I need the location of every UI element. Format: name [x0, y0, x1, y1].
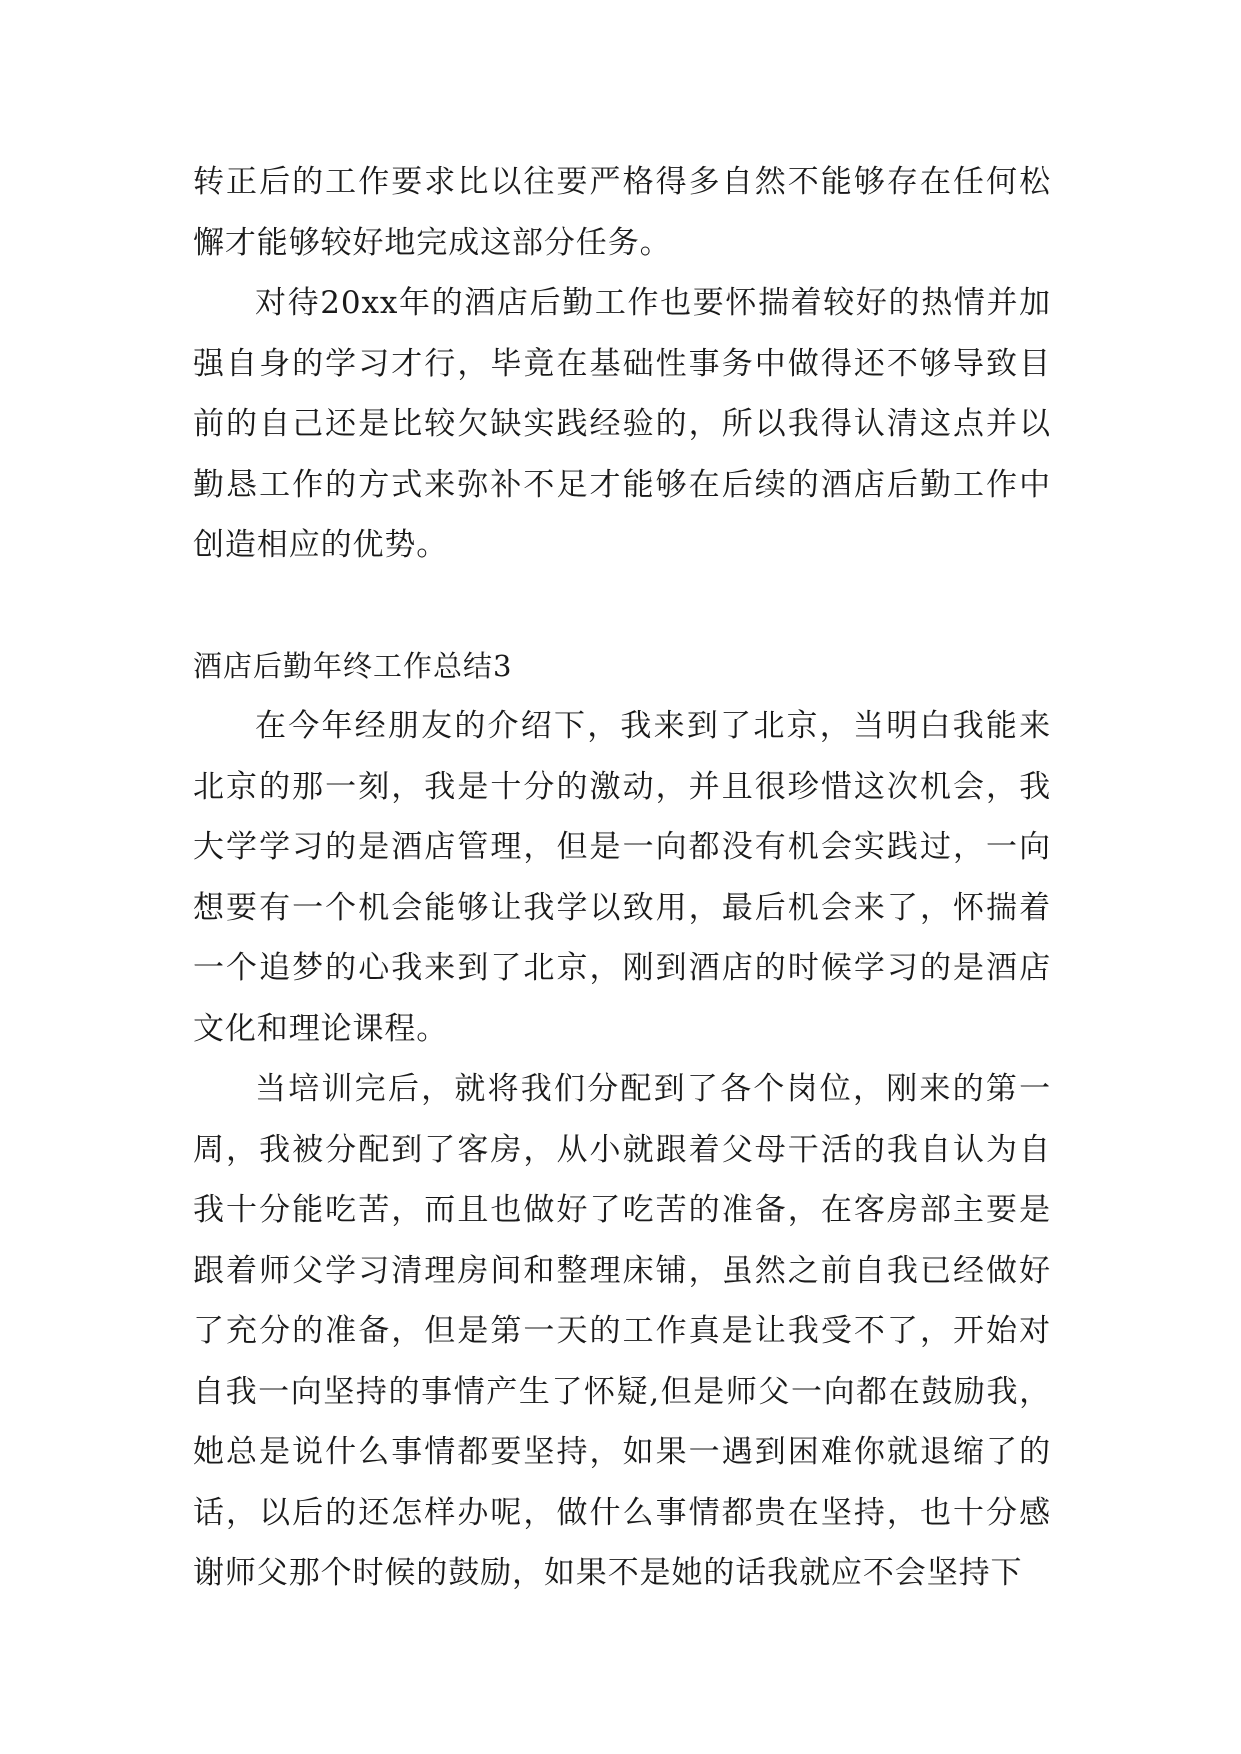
paragraph-2: 对待20xx年的酒店后勤工作也要怀揣着较好的热情并加强自身的学习才行，毕竟在基础性事务中做得还不够导致目前的自己还是比较欠缺实践经验的，所以我得认清这点并以勤恳工作的方式来弥补不足才能够在后续的酒店后勤工作中创造相应的优势。: [193, 285, 1051, 563]
section-heading: 酒店后勤年终工作总结3: [193, 648, 513, 683]
paragraph-4: 当培训完后，就将我们分配到了各个岗位，刚来的第一周，我被分配到了客房，从小就跟着父母干活的我自认为自我十分能吃苦，而且也做好了吃苦的准备，在客房部主要是跟着师父学习清理房间和整理床铺，虽然之前自我已经做好了充分的准备，但是第一天的工作真是让我受不了，开始对自我一向坚持的事情产生了怀疑,但是师父一向都在鼓励我，她总是说什么事情都要坚持，如果一遇到困难你就退缩了的话，以后的还怎样办呢，做什么事情都贵在坚持，也十分感谢师父那个时候的鼓励，如果不是她的话我就应不会坚持下: [193, 1071, 1051, 1591]
paragraph-1: 转正后的工作要求比以往要严格得多自然不能够存在任何松懈才能够较好地完成这部分任务。: [193, 164, 1051, 261]
paragraph-3: 在今年经朋友的介绍下，我来到了北京，当明白我能来北京的那一刻，我是十分的激动，并且很珍惜这次机会，我大学学习的是酒店管理，但是一向都没有机会实践过，一向想要有一个机会能够让我学以致用，最后机会来了，怀揣着一个追梦的心我来到了北京，刚到酒店的时候学习的是酒店文化和理论课程。: [193, 708, 1051, 1047]
document-body: [193, 152, 1051, 1604]
